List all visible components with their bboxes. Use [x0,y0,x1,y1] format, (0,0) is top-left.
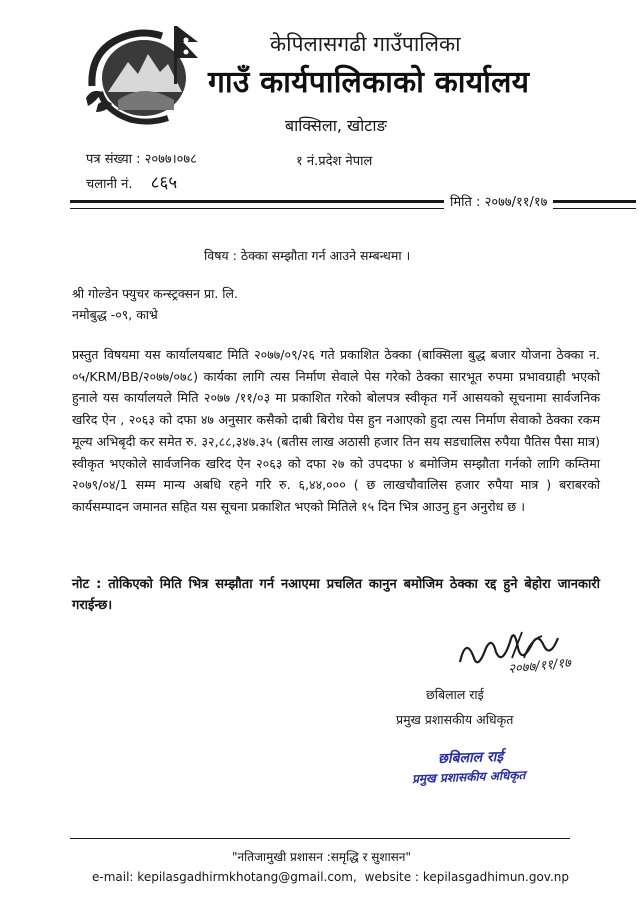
body-paragraph: प्रस्तुत विषयमा यस कार्यालयबाट मिति २०७७/०९/२६ गते प्रकाशित ठेक्का (बाक्सिला बुद्ध बजार योजना ठेक्का न. ०५/KRM/BB/२०७७/०७८) कार्यका लागि त्यस निर्माण सेवाले पेस गरेको ठेक्का सारभूत रुपमा प्रभावग्राही भएको हुनाले यस कार्यालयले मिति २०७७ /११/०३ मा प्रकाशित गरेको बोलपत्र स्वीकृत गर्ने आसयको सूचनामा सार्वजनिक खरिद ऐन , २०६३ को दफा ४७ अनुसार कसैको दाबी बिरोध पेस हुन नआएको हुदा त्यस निर्माण सेवाको ठेक्का रकम मूल्य अभिबृदी कर समेत रु. ३२,८८,३४७.३५ (बतीस लाख अठासी हजार तिन सय सडचालिस रुपैया पैतिस पैसा मात्र) स्वीकृत भएकोले सार्वजनिक खरिद ऐन २०६३ को दफा २७ को उपदफा ४ बमोजिम सम्झौता गर्नको लागि कम्तिमा २०७९/०४/1 सम्म मान्य अबधि रहने गरि रु. ६,४४,००० ( छ लाखचौवालिस हजार रुपैया मात्र ) बराबरको कार्यसम्पादन जमानत सहित यस सूचना प्रकाशित भएको मितिले १५ दिन भित्र आउनु हुन अनुरोध छ । [72,347,600,514]
letter-number-value: २०७७।०७८ [144,152,197,167]
government-emblem-logo [82,22,204,130]
dispatch-number-label: चलानी नं. [86,177,133,192]
date-label: मिति : [450,195,481,210]
email-address[interactable]: kepilasgadhirmkhotang@gmail.com, [137,870,357,884]
email-label: e-mail: [92,870,134,884]
dispatch-number-value: ८६५ [150,173,178,193]
municipality-name: केपिलासगढी गाउँपालिका [270,32,461,56]
letter-number-label: पत्र संख्या : [86,152,141,167]
website-link[interactable]: kepilasgadhimun.gov.np [422,870,570,884]
date-value: २०७७/११/१७ [484,195,548,210]
official-stamp-name: छबिलाल राई [437,748,504,768]
signatory-name: छबिलाल राई [426,687,484,702]
office-address: बाक्सिला, खोटाङ [285,116,387,135]
official-stamp-title: प्रमुख प्रशासकीय अधिकृत [411,768,526,786]
recipient-name: श्री गोल्डेन फ्युचर कन्स्ट्रक्सन प्रा. लि. [72,286,238,301]
office-title: गाउँ कार्यपालिकाको कार्यालय [208,65,530,100]
footer-contact [92,870,569,884]
subject-line: विषय : ठेक्का सम्झौता गर्न आउने सम्बन्धमा । [204,248,411,263]
province-label: १ नं.प्रदेश नेपाल [296,154,373,169]
letter-number [86,149,197,167]
letter-date [444,192,553,210]
website-label: website : [364,870,419,884]
recipient-address: नमोबुद्ध -०९, काभ्रे [72,307,158,322]
footer-divider [70,838,570,839]
signature-date: २०७७/११/१७ [507,655,572,678]
dispatch-number [86,170,177,193]
note-paragraph: नोट : तोकिएको मिति भित्र सम्झौता गर्न नआएमा प्रचलित कानुन बमोजिम ठेक्का रद्द हुने बेहोरा जानकारी गराईन्छ। [72,577,600,613]
signatory-title: प्रमुख प्रशासकीय अधिकृत [396,712,514,727]
footer-slogan: "नतिजामुखी प्रशासन :समृद्धि र सुशासन" [232,850,411,864]
